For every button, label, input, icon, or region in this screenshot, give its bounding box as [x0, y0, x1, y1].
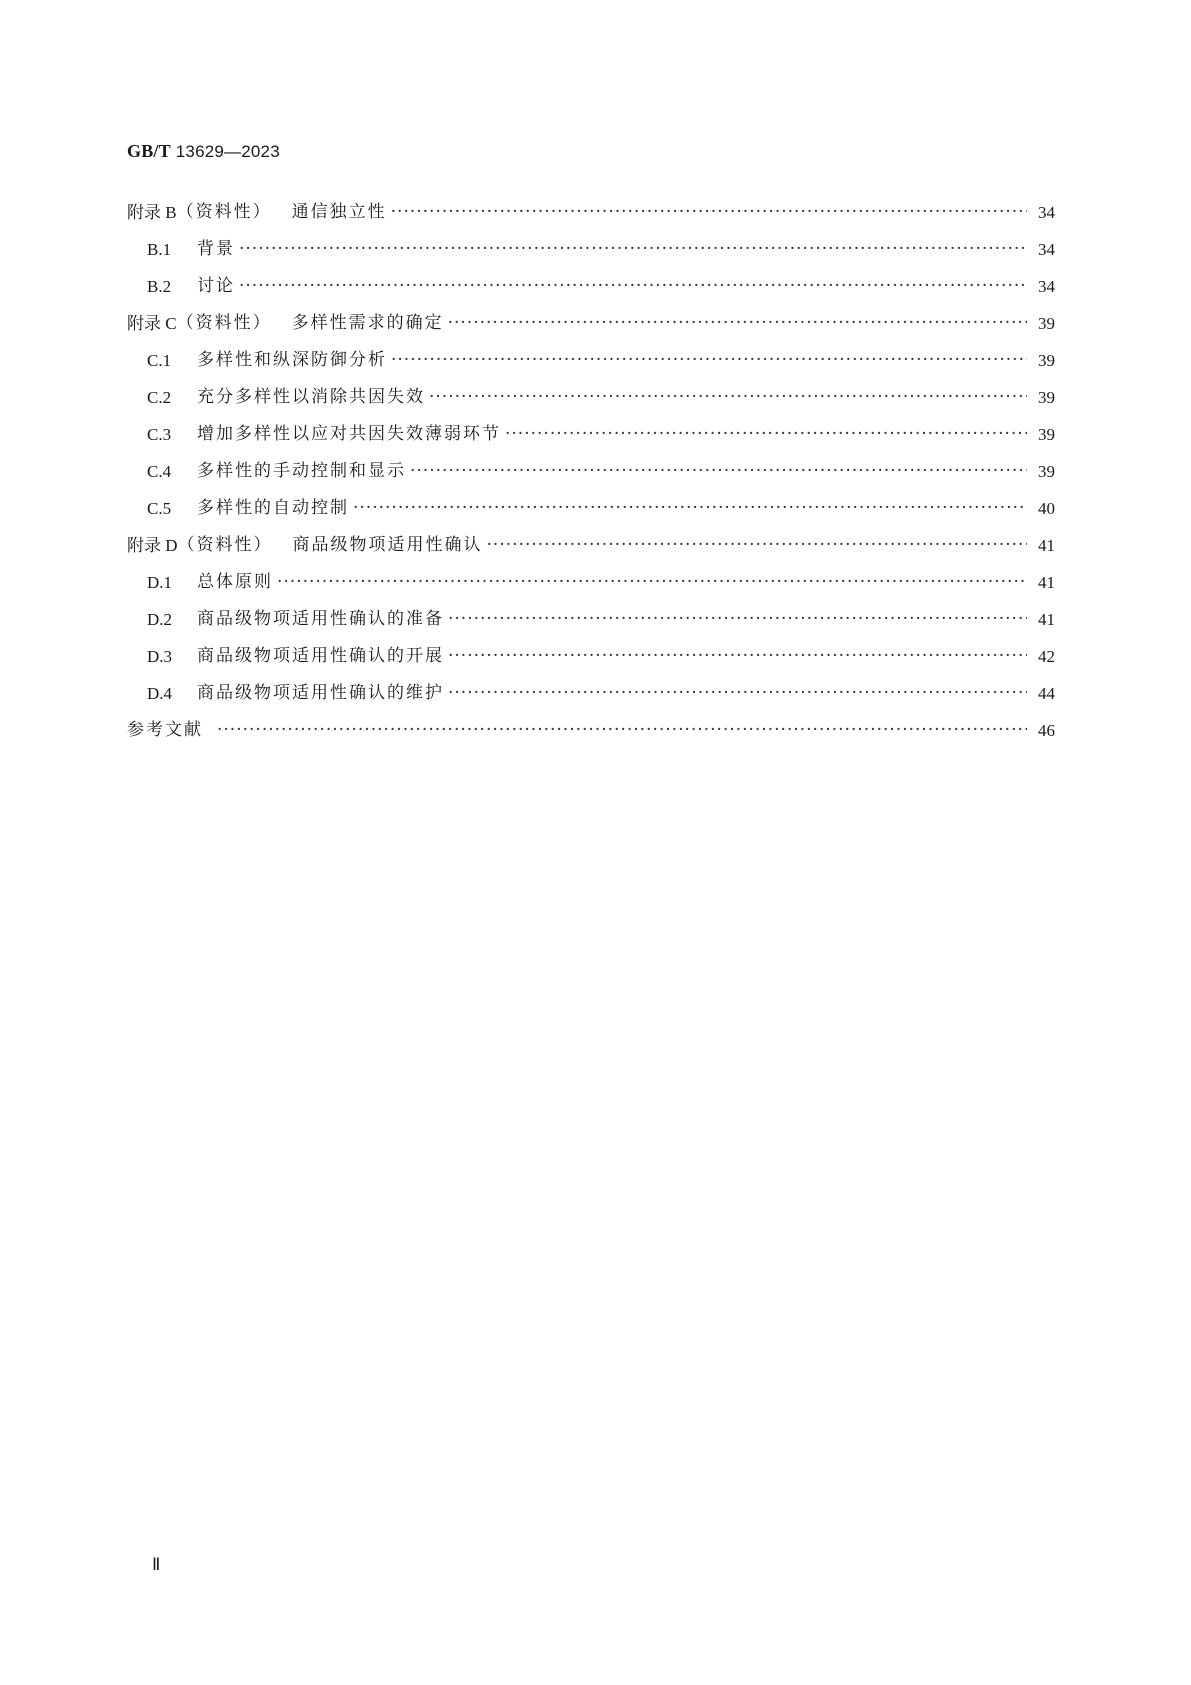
toc-entry-c5[interactable] — [127, 490, 1055, 527]
toc-entry-title: 增加多样性以应对共因失效薄弱环节 — [197, 424, 501, 444]
toc-entry-title: 多样性需求的确定 — [291, 313, 444, 333]
toc-dot-leader — [448, 675, 1027, 712]
toc-entry-number: C.4 — [147, 462, 172, 481]
toc-entry-number: C.3 — [147, 425, 172, 444]
toc-entry-page: 39 — [1038, 351, 1055, 370]
toc-entry-title: 多样性的手动控制和显示 — [197, 461, 406, 481]
toc-entry-number: 附录 D — [127, 536, 178, 555]
toc-entry-title: 多样性和纵深防御分析 — [197, 350, 387, 370]
toc-entry-annex-type: （资料性） — [177, 535, 273, 555]
toc-entry-title: 商品级物项适用性确认 — [292, 535, 483, 555]
toc-entry-page: 39 — [1038, 462, 1055, 481]
toc-dot-leader — [505, 416, 1027, 453]
toc-entry-title: 讨论 — [197, 276, 235, 296]
toc-entry-b2[interactable] — [127, 268, 1055, 305]
table-of-contents — [127, 194, 1055, 749]
toc-entry-page: 44 — [1038, 684, 1055, 703]
standard-number: 13629—2023 — [175, 142, 280, 161]
toc-entry-title: 多样性的自动控制 — [197, 498, 349, 518]
document-header — [127, 141, 280, 162]
standard-code: GB/T — [127, 141, 171, 161]
toc-dot-leader — [429, 379, 1027, 416]
toc-entry-number: C.2 — [147, 388, 172, 407]
toc-entry-page: 39 — [1038, 425, 1055, 444]
toc-entry-number: 附录 B — [127, 203, 177, 222]
toc-entry-title: 商品级物项适用性确认的维护 — [197, 683, 444, 703]
toc-entry-page: 41 — [1038, 536, 1055, 555]
toc-entry-c2[interactable] — [127, 379, 1055, 416]
toc-dot-leader — [217, 712, 1027, 749]
toc-entry-d3[interactable] — [127, 638, 1055, 675]
toc-entry-page: 34 — [1038, 240, 1055, 259]
toc-entry-d2[interactable] — [127, 601, 1055, 638]
toc-entry-title: 总体原则 — [197, 572, 273, 592]
toc-entry-number: D.1 — [147, 573, 173, 592]
toc-entry-page: 40 — [1038, 499, 1055, 518]
toc-entry-title: 商品级物项适用性确认的开展 — [197, 646, 444, 666]
toc-entry-c1[interactable] — [127, 342, 1055, 379]
toc-entry-c3[interactable] — [127, 416, 1055, 453]
toc-entry-page: 34 — [1038, 277, 1055, 296]
toc-entry-page: 39 — [1038, 314, 1055, 333]
toc-entry-references[interactable] — [127, 712, 1055, 749]
toc-entry-number: D.4 — [147, 684, 173, 703]
toc-entry-number: D.2 — [147, 610, 173, 629]
toc-entry-number: C.5 — [147, 499, 172, 518]
toc-entry-number: C.1 — [147, 351, 172, 370]
toc-entry-number: D.3 — [147, 647, 173, 666]
toc-entry-title: 背景 — [197, 239, 235, 259]
toc-entry-page: 46 — [1038, 721, 1055, 740]
toc-dot-leader — [487, 527, 1027, 564]
toc-dot-leader — [239, 268, 1027, 305]
page-number: Ⅱ — [152, 1555, 161, 1574]
toc-entry-title: 充分多样性以消除共因失效 — [197, 387, 425, 407]
toc-dot-leader — [391, 342, 1027, 379]
toc-entry-annex-b[interactable] — [127, 194, 1055, 231]
toc-entry-title: 参考文献 — [127, 720, 203, 740]
toc-dot-leader — [448, 601, 1027, 638]
toc-entry-annex-c[interactable] — [127, 305, 1055, 342]
toc-entry-c4[interactable] — [127, 453, 1055, 490]
toc-entry-page: 41 — [1038, 573, 1055, 592]
toc-dot-leader — [391, 194, 1027, 231]
toc-entry-page: 34 — [1038, 203, 1055, 222]
toc-entry-number: 附录 C — [127, 314, 177, 333]
toc-dot-leader — [277, 564, 1027, 601]
toc-entry-annex-type: （资料性） — [176, 202, 272, 222]
toc-entry-annex-type: （资料性） — [176, 313, 272, 333]
toc-entry-d4[interactable] — [127, 675, 1055, 712]
toc-entry-d1[interactable] — [127, 564, 1055, 601]
toc-entry-page: 41 — [1038, 610, 1055, 629]
toc-dot-leader — [353, 490, 1027, 527]
toc-entry-number: B.1 — [147, 240, 172, 259]
toc-dot-leader — [448, 638, 1027, 675]
toc-entry-annex-d[interactable] — [127, 527, 1055, 564]
toc-entry-title: 通信独立性 — [291, 202, 387, 222]
toc-dot-leader — [239, 231, 1027, 268]
toc-entry-title: 商品级物项适用性确认的准备 — [197, 609, 444, 629]
toc-entry-number: B.2 — [147, 277, 172, 296]
toc-entry-b1[interactable] — [127, 231, 1055, 268]
toc-dot-leader — [410, 453, 1027, 490]
toc-dot-leader — [448, 305, 1027, 342]
toc-entry-page: 42 — [1038, 647, 1055, 666]
toc-entry-page: 39 — [1038, 388, 1055, 407]
